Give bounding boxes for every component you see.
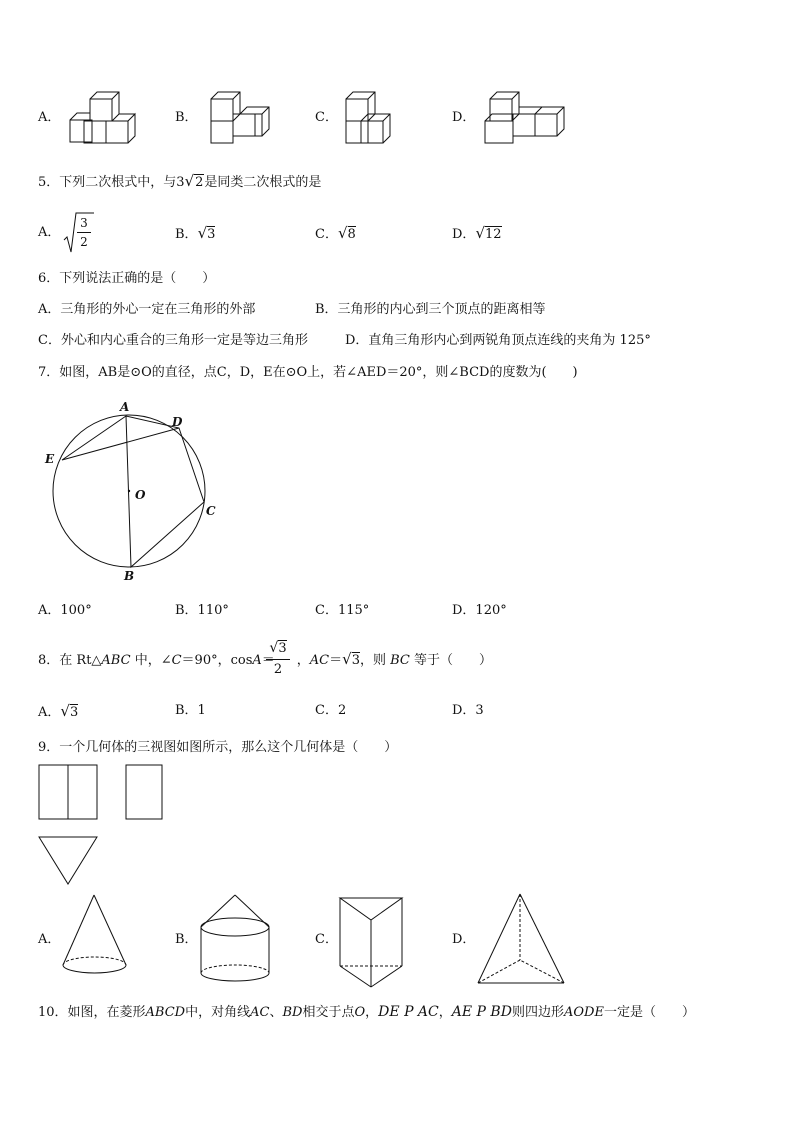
q7-option-b: B．110° [175, 603, 229, 618]
q8-stem-abc: ABC [101, 653, 131, 668]
q8-option-a-radicand: 3 [69, 705, 79, 720]
q8-stem-c: C [171, 653, 182, 668]
q10-stem-o: O [354, 1005, 366, 1020]
q5-stem-suffix: 是同类二次根式的是 [204, 175, 322, 190]
radical-sign-icon: √ [337, 224, 348, 242]
q5-option-a-denominator: 2 [80, 235, 88, 249]
point-label-a: A [120, 400, 130, 414]
q8-stem-part: ＝ [261, 653, 275, 668]
q5-option-b-label: B． [175, 227, 198, 242]
q10-stem-abcd: ABCD [145, 1005, 186, 1020]
q4-option-a-label: A． [38, 110, 61, 125]
radical-sign-icon: √ [269, 640, 279, 656]
q9-stem: 9．一个几何体的三视图如图所示，那么这个几何体是（ ） [38, 740, 398, 755]
radical-sign-icon: √ [342, 650, 352, 668]
q6-option-a: A．三角形的外心一定在三角形的外部 [38, 302, 256, 317]
q10-stem-part: 一定是（ ） [603, 1005, 695, 1020]
q4-option-d-label: D． [452, 110, 476, 125]
q8-stem-part: 中，∠ [130, 653, 172, 668]
q10-stem-part: ， [438, 1005, 452, 1020]
q7-option-a: A．100° [38, 603, 92, 618]
q9-option-b-label: B． [175, 932, 198, 947]
q10-stem-part: ， [365, 1005, 379, 1020]
q4-option-b-label: B． [175, 110, 198, 125]
q7-stem: 7．如图，AB是⊙O的直径，点C，D，E在⊙O上，若∠AED＝20°，则∠BCD的度数为( ) [38, 365, 578, 380]
q8-stem-bc: BC [390, 653, 410, 668]
q5-option-a-label: A． [38, 225, 61, 240]
q9-option-c-label: C． [315, 932, 338, 947]
q6-stem: 6．下列说法正确的是（ ） [38, 271, 216, 286]
q8-stem-part: ＝90°，cos [181, 653, 253, 668]
q9-option-a-label: A． [38, 932, 61, 947]
q8-option-b: B．1 [175, 703, 206, 718]
q5-option-d-radicand: 12 [485, 227, 502, 242]
radical-sign-icon: √ [475, 224, 485, 242]
q5-option-b-radicand: 3 [207, 227, 216, 242]
q10-stem-part: 中，对角线 [185, 1005, 251, 1020]
q9-option-d-label: D． [452, 932, 476, 947]
q7-option-d: D．120° [452, 603, 507, 618]
q10-stem-part: 相交于点 [302, 1005, 355, 1020]
point-label-b: B [124, 569, 135, 583]
q6-option-c: C．外心和内心重合的三角形一定是等边三角形 [38, 333, 308, 348]
q4-option-c-label: C． [315, 110, 338, 125]
q8-stem-part: 等于（ ） [409, 653, 493, 668]
q10-stem-ac: AC [250, 1005, 270, 1020]
point-label-d: D [172, 415, 183, 429]
q8-stem-part: ， [296, 653, 310, 668]
q5-option-a-numerator: 3 [80, 216, 88, 230]
radical-sign-icon: √ [60, 702, 70, 720]
q8-stem-part: ，则 [360, 653, 391, 668]
q5-stem-coef: 3 [176, 175, 185, 190]
point-label-e: E [45, 452, 55, 466]
q8-stem-part: ＝ [329, 653, 343, 668]
point-label-o: O [135, 488, 146, 502]
q7-option-c: C．115° [315, 603, 370, 618]
q8-option-c: C．2 [315, 703, 347, 718]
q5-option-c-radicand: 8 [347, 227, 356, 242]
q8-stem-ac: AC [309, 653, 330, 668]
radical-sign-icon: √ [197, 224, 208, 242]
q10-stem [38, 1003, 695, 1022]
q10-stem-de-parallel: DE P AC [378, 1004, 439, 1020]
q8-stem-radicand: 3 [351, 653, 360, 668]
q6-option-d: D．直角三角形内心到两锐角顶点连线的夹角为 125° [345, 333, 651, 348]
q10-stem-aode: AODE [563, 1005, 604, 1020]
q8-option-a-label: A． [38, 705, 61, 720]
radical-sign-icon: √ [184, 172, 195, 190]
q10-stem-part: 10．如图，在菱形 [38, 1005, 146, 1020]
q8-fraction-denominator: 2 [273, 662, 283, 677]
q10-stem-ae-parallel: AE P BD [451, 1004, 512, 1020]
q8-stem-a: A [252, 653, 262, 668]
q6-option-b: B．三角形的内心到三个顶点的距离相等 [315, 302, 546, 317]
q8-fraction-radicand: 3 [278, 641, 287, 656]
q8-stem-part: 8．在 Rt△ [38, 653, 102, 668]
q10-stem-bd: BD [282, 1005, 303, 1020]
q8-option-d: D．3 [452, 703, 484, 718]
q10-stem-part: 、 [269, 1005, 283, 1020]
point-label-c: C [206, 504, 216, 518]
q10-stem-part: 则四边形 [511, 1005, 564, 1020]
q5-stem-radicand: 2 [195, 175, 204, 190]
q5-option-d-label: D． [452, 227, 476, 242]
q5-stem-prefix: 5．下列二次根式中，与 [38, 175, 177, 190]
q5-option-c-label: C． [315, 227, 338, 242]
